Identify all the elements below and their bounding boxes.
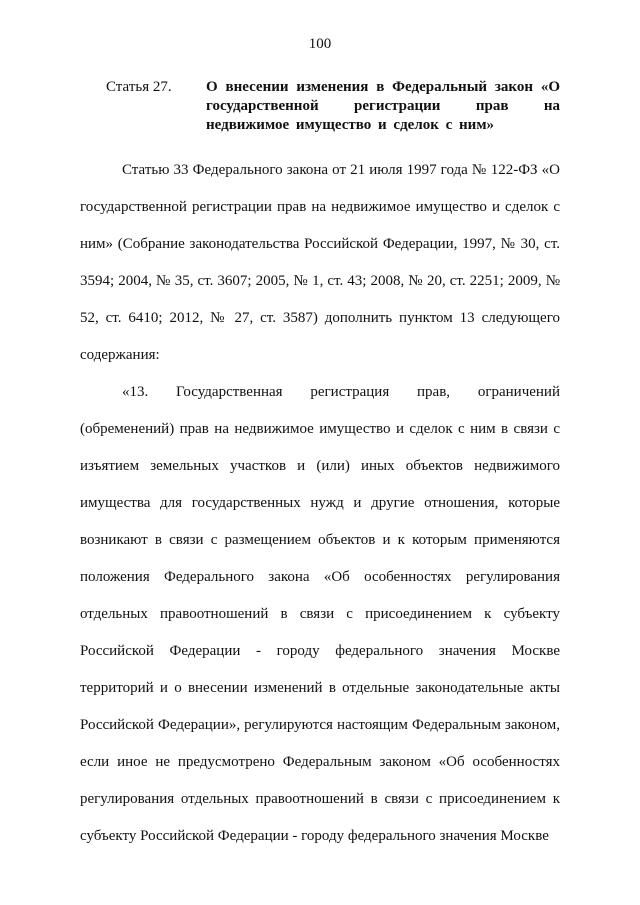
article-body bbox=[80, 152, 560, 855]
new-clause-paragraph: «13. Государственная регистрация прав, ограничений (обременений) прав на недвижимое имущество и сделок с ним в связи с изъятием земельных участков и (или) иных объектов недвижимого имущества для государственных нужд и другие отношения, которые возникают в связи с размещением объектов и к которым применяются положения Федерального закона «Об особенностях регулирования отдельных правоотношений в связи с присоединением к субъекту Российской Федерации - городу федерального значения Москве территорий и о внесении изменений в отдельные законодательные акты Российской Федерации», регулируются настоящим Федеральным законом, если иное не предусмотрено Федеральным законом «Об особенностях регулирования отдельных правоотношений в связи с присоединением к субъекту Российской Федерации - городу федерального значения Москве bbox=[80, 384, 560, 844]
article-title: О внесении изменения в Федеральный закон «О государственной регистрации прав на недвижимое имущество и сделок с ним» bbox=[206, 79, 560, 133]
article-number: Статья 27. bbox=[106, 79, 172, 95]
page-number: 100 bbox=[308, 36, 332, 52]
article-heading bbox=[80, 78, 560, 135]
amendment-paragraph: Статью 33 Федерального закона от 21 июля 1997 года № 122-ФЗ «О государственной регистрации прав на недвижимое имущество и сделок с ним» (Собрание законодательства Российской Федерации, 1997, № 30, ст. 3594; 2004, № 35, ст. 3607; 2005, № 1, ст. 43; 2008, № 20, ст. 2251; 2009, № 52, ст. 6410; 2012, № 27, ст. 3587) дополнить пунктом 13 следующего содержания: bbox=[80, 162, 560, 363]
